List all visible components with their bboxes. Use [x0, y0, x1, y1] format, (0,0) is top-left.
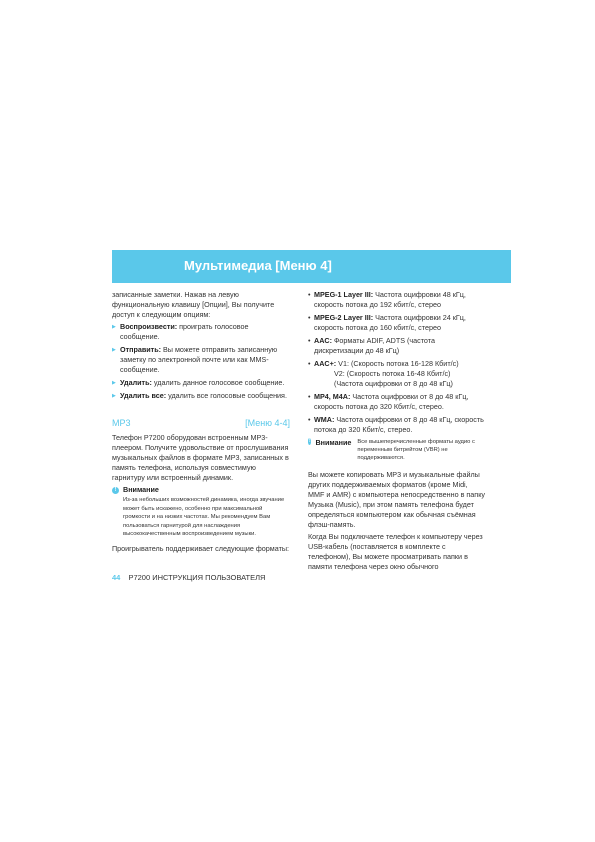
caution-label: Внимание: [315, 438, 352, 447]
page-number: 44: [112, 573, 121, 582]
option-label: Удалить:: [120, 378, 152, 387]
format-text-line3: (Частота оцифровки от 8 до 48 кГц): [334, 379, 453, 388]
option-text: Вы можете отправить записанную заметку по электронной почте или как MMS-сообщение.: [120, 345, 278, 374]
right-column: [308, 290, 486, 574]
format-label: AAC:: [314, 336, 332, 345]
list-item: [112, 322, 290, 342]
usb-paragraph: Когда Вы подключаете телефон к компьютеру через USB-кабель (поставляется в комплекте с телефоном), Вы можете просматривать папки в памяти телефона через окно обычного: [308, 532, 483, 571]
copy-paragraph: Вы можете копировать MP3 и музыкальные файлы других поддерживаемых форматов (кроме Midi, MMF и AMR) с компьютера непосредственно в папку Музыка (Music), при этом память телефона будет определяться компьютером как обычная съёмная флэш-память.: [308, 470, 486, 529]
format-label: MP4, M4A:: [314, 392, 351, 401]
option-label: Удалить все:: [120, 391, 167, 400]
format-text: Частота оцифровки 48 кГц, скорость потока до 192 кбит/с, стерео: [314, 290, 466, 309]
option-text: удалить данное голосовое сообщение.: [151, 378, 285, 387]
alert-icon: !: [308, 438, 311, 444]
formats-list: [308, 290, 486, 435]
format-label: MPEG-1 Layer III:: [314, 290, 374, 299]
left-column: [112, 290, 290, 556]
list-item: [308, 336, 486, 356]
list-item: [112, 345, 290, 375]
caution-note: [308, 438, 486, 462]
format-text: Частота оцифровки от 8 до 48 кГц, скорость потока до 320 Кбит/с, стерео.: [314, 392, 469, 411]
list-item: [308, 392, 486, 412]
section-heading: [112, 417, 290, 429]
section-banner: [112, 250, 511, 283]
format-text: Частота оцифровки 24 кГц, скорость потока до 160 кбит/с, стерео: [314, 313, 466, 332]
list-item: [308, 313, 486, 333]
footer-text: P7200 ИНСТРУКЦИЯ ПОЛЬЗОВАТЕЛЯ: [128, 573, 266, 582]
option-text: проиграть голосовое сообщение.: [120, 322, 249, 341]
mp3-description: Телефон P7200 оборудован встроенным MP3-плеером. Получите удовольствие от прослушивания музыкальных файлов в формате MP3, записанных в память телефона, используя совместимую гарнитуру или встроенный динамик.: [112, 433, 289, 482]
list-item: [112, 378, 290, 388]
option-text: удалить все голосовые сообщения.: [166, 391, 287, 400]
list-item: [112, 391, 290, 401]
list-item: [308, 359, 486, 389]
format-text-line2: V2: (Скорость потока 16-48 Кбит/с): [334, 369, 451, 378]
format-text: V1: (Скорость потока 16-128 Кбит/с): [336, 359, 459, 368]
option-label: Воспроизвести:: [120, 322, 178, 331]
format-label: AAC+:: [314, 359, 337, 368]
format-text: Форматы ADIF, ADTS (частота дискретизации до 48 кГц): [314, 336, 435, 355]
caution-text: Все вышеперечисленные форматы аудио с переменным битрейтом (VBR) не поддерживаются.: [357, 439, 475, 461]
options-list: [112, 322, 290, 401]
intro-paragraph: записанные заметки. Нажав на левую функциональную клавишу [Опции], Вы получите доступ к следующим опциям:: [112, 290, 275, 319]
format-label: WMA:: [314, 415, 335, 424]
format-label: MPEG-2 Layer III:: [314, 313, 374, 322]
formats-intro: Проигрыватель поддерживает следующие форматы:: [112, 543, 290, 553]
page-footer: [112, 573, 265, 583]
format-text: Частота оцифровки от 8 до 48 кГц, скорость потока до 320 Кбит/с, стерео.: [314, 415, 484, 434]
caution-heading: [112, 485, 290, 495]
caution-text: Из-за небольших возможностей динамика, иногда звучание может быть искажено, особенно при максимальной громкости и на низких частотах. Мы рекомендуем Вам пользоваться гарнитурой для наслаждения высококачественным воспроизведением музыки.: [123, 497, 285, 537]
list-item: [308, 415, 486, 435]
caution-label: Внимание: [123, 485, 159, 494]
section-menu-number: [Меню 4-4]: [245, 418, 290, 428]
option-label: Отправить:: [120, 345, 162, 354]
section-title: MP3: [112, 418, 131, 428]
list-item: [308, 290, 486, 310]
page-title: Мультимедиа [Меню 4]: [184, 258, 332, 273]
alert-icon: !: [112, 487, 119, 494]
